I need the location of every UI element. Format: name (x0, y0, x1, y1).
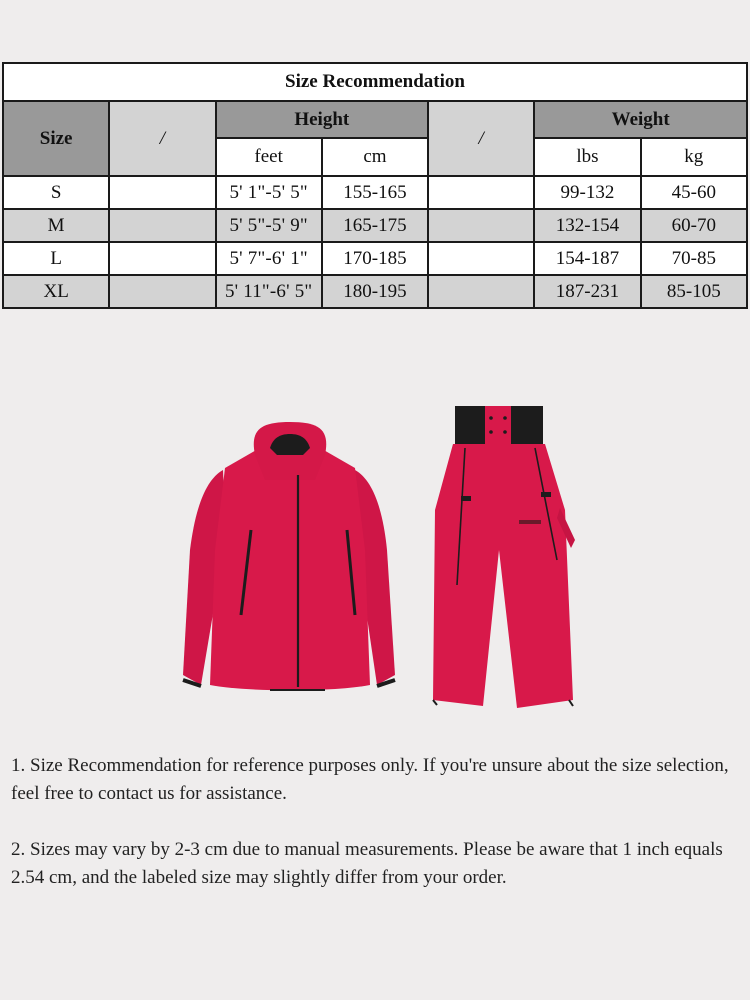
empty-cell (428, 242, 534, 275)
empty-cell (428, 209, 534, 242)
cm-cell: 170-185 (322, 242, 428, 275)
cm-subheader: cm (322, 138, 428, 176)
kg-cell: 45-60 (641, 176, 747, 209)
cm-cell: 165-175 (322, 209, 428, 242)
kg-cell: 60-70 (641, 209, 747, 242)
size-notes (11, 752, 741, 920)
size-cell: S (3, 176, 109, 209)
empty-cell (109, 242, 215, 275)
table-row (3, 242, 747, 275)
empty-cell (428, 176, 534, 209)
empty-cell (109, 275, 215, 308)
table-row (3, 275, 747, 308)
slash-header-2: / (428, 101, 534, 176)
lbs-cell: 99-132 (534, 176, 640, 209)
weight-header: Weight (534, 101, 747, 138)
kg-subheader: kg (641, 138, 747, 176)
lbs-cell: 154-187 (534, 242, 640, 275)
cm-cell: 180-195 (322, 275, 428, 308)
table-row (3, 176, 747, 209)
lbs-cell: 132-154 (534, 209, 640, 242)
empty-cell (109, 176, 215, 209)
table-row (3, 209, 747, 242)
height-header: Height (216, 101, 429, 138)
size-cell: L (3, 242, 109, 275)
jacket-illustration (183, 422, 395, 690)
size-header: Size (3, 101, 109, 176)
feet-subheader: feet (216, 138, 322, 176)
table-title: Size Recommendation (3, 63, 747, 101)
kg-cell: 85-105 (641, 275, 747, 308)
slash-header-1: / (109, 101, 215, 176)
product-image (165, 400, 585, 720)
feet-cell: 5' 1"-5' 5" (216, 176, 322, 209)
feet-cell: 5' 7"-6' 1" (216, 242, 322, 275)
lbs-subheader: lbs (534, 138, 640, 176)
size-table (2, 62, 748, 309)
empty-cell (109, 209, 215, 242)
note-2: 2. Sizes may vary by 2-3 cm due to manual measurements. Please be aware that 1 inch equals 2.54 cm, and the labeled size may slightly differ from your order. (11, 839, 723, 888)
empty-cell (428, 275, 534, 308)
feet-cell: 5' 5"-5' 9" (216, 209, 322, 242)
pants-illustration (433, 406, 575, 708)
kg-cell: 70-85 (641, 242, 747, 275)
feet-cell: 5' 11"-6' 5" (216, 275, 322, 308)
lbs-cell: 187-231 (534, 275, 640, 308)
size-cell: XL (3, 275, 109, 308)
size-cell: M (3, 209, 109, 242)
note-1: 1. Size Recommendation for reference purposes only. If you're unsure about the size selection, feel free to contact us for assistance. (11, 755, 729, 804)
cm-cell: 155-165 (322, 176, 428, 209)
